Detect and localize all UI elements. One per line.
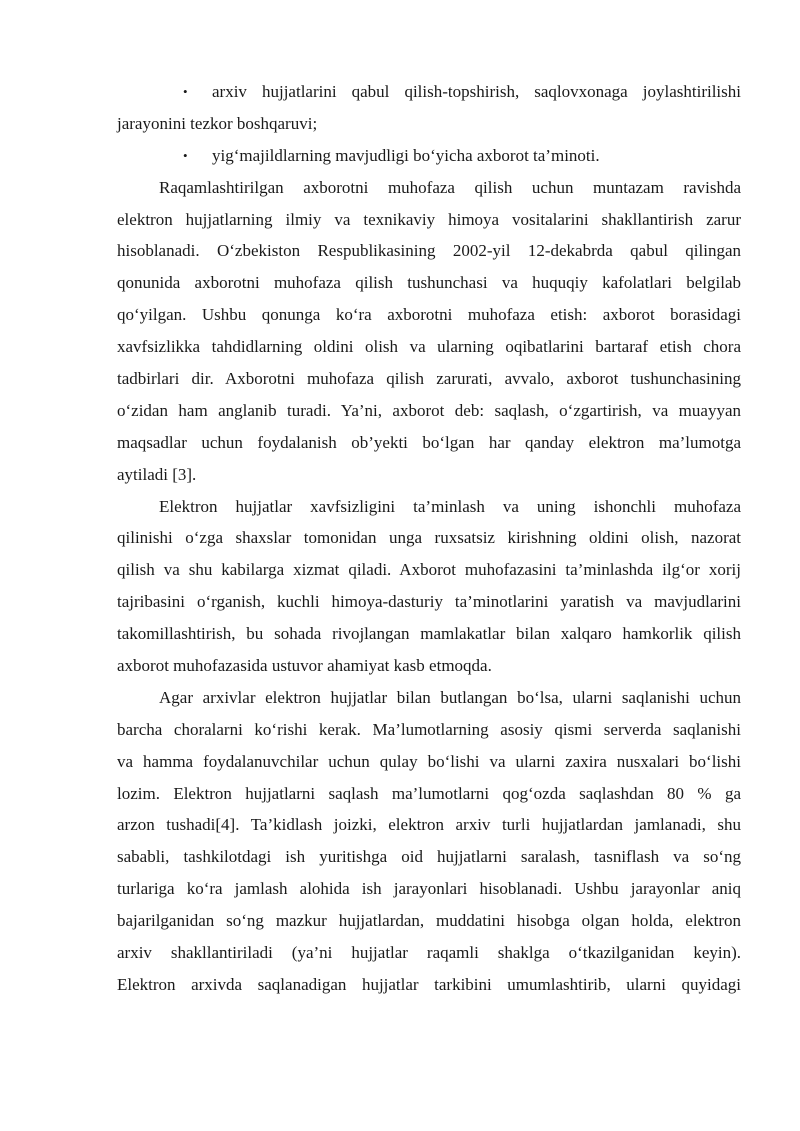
bullet-icon: • — [183, 147, 188, 163]
bullet-icon: • — [183, 84, 188, 99]
paragraph — [117, 172, 741, 491]
paragraph-line: Elektron arxivda saqlanadigan hujjatlar tarkibini umumlashtirib, ularni quyidagi — [117, 974, 741, 994]
paragraph-line: Raqamlashtirilgan axborotni muhofaza qilish uchun muntazam ravishda — [159, 177, 741, 197]
bullet-line — [117, 140, 741, 172]
page-content — [117, 76, 741, 1001]
paragraph-line: Agar arxivlar elektron hujjatlar bilan butlangan bo‘lsa, ularni saqlanishi uchun — [159, 687, 741, 707]
paragraph-line: qilinishi o‘zga shaxslar tomonidan unga ruxsatsiz kirishning oldini olish, nazorat — [117, 528, 741, 548]
paragraph-line: axborot muhofazasida ustuvor ahamiyat kasb etmoqda. — [117, 656, 492, 676]
paragraph-line: turlariga ko‘ra jamlash alohida ish jarayonlari hisoblanadi. Ushbu jarayonlar aniq — [117, 879, 741, 899]
bullet-text: yig‘majildlarning mavjudligi bo‘yicha axborot ta’minoti. — [212, 145, 600, 165]
paragraph-line: o‘zidan ham anglanib turadi. Ya’ni, axborot deb: saqlash, o‘zgartirish, va muayyan — [117, 400, 741, 420]
paragraph-line: elektron hujjatlarning ilmiy va texnikaviy himoya vositalarini shakllantirish zarur — [117, 209, 741, 229]
bullet-text: arxiv hujjatlarini qabul qilish-topshirish, saqlovxonaga joylashtirilishi — [212, 82, 741, 101]
paragraph-line: lozim. Elektron hujjatlarni saqlash ma’lumotlarni qog‘ozda saqlashdan 80 % ga — [117, 783, 741, 803]
paragraph-line: arxiv shakllantiriladi (ya’ni hujjatlar raqamli shaklga o‘tkazilganidan keyin). — [117, 943, 741, 963]
paragraph-line: Elektron hujjatlar xavfsizligini ta’minlash va uning ishonchli muhofaza — [159, 496, 741, 516]
body-paragraphs — [117, 172, 741, 1001]
bullet-line — [117, 76, 741, 108]
paragraph-line: hisoblanadi. O‘zbekiston Respublikasining 2002-yil 12-dekabrda qabul qilingan — [117, 241, 741, 261]
paragraph-line: tadbirlari dir. Axborotni muhofaza qilish zarurati, avvalo, axborot tushunchasining — [117, 369, 741, 389]
paragraph-line: va hamma foydalanuvchilar uchun qulay bo‘lishi va ularni zaxira nusxalari bo‘lishi — [117, 751, 741, 771]
paragraph-line: qonunida axborotni muhofaza qilish tushunchasi va huquqiy kafolatlari belgilab — [117, 273, 741, 293]
paragraph-line: maqsadlar uchun foydalanish ob’yekti bo‘lgan har qanday elektron ma’lumotga — [117, 432, 741, 452]
bullet-item — [117, 140, 741, 172]
paragraph — [117, 682, 741, 1001]
paragraph-line: bajarilganidan so‘ng mazkur hujjatlardan, muddatini hisobga olgan holda, elektron — [117, 911, 741, 931]
paragraph-line: barcha choralarni ko‘rishi kerak. Ma’lumotlarning asosiy qismi serverda saqlanishi — [117, 719, 741, 739]
paragraph-line: takomillashtirish, bu sohada rivojlangan mamlakatlar bilan xalqaro hamkorlik qilish — [117, 624, 741, 644]
bullet-item — [117, 76, 741, 140]
paragraph-line: aytiladi [3]. — [117, 464, 197, 484]
paragraph-line: tajribasini o‘rganish, kuchli himoya-dasturiy ta’minotlarini yaratish va mavjudlarini — [117, 592, 741, 612]
paragraph-line: arzon tushadi[4]. Ta’kidlash joizki, elektron arxiv turli hujjatlardan jamlanadi, shu — [117, 815, 741, 835]
paragraph-line: xavfsizlikka tahdidlarning oldini olish va ularning oqibatlarini bartaraf etish chora — [117, 337, 741, 357]
paragraph-line: qo‘yilgan. Ushbu qonunga ko‘ra axborotni muhofaza etish: axborot borasidagi — [117, 305, 741, 325]
bullet-line: jarayonini tezkor boshqaruvi; — [117, 113, 318, 133]
paragraph-line: sababli, tashkilotdagi ish yuritishga oid hujjatlarni saralash, tasniflash va so‘ng — [117, 847, 741, 867]
paragraph-line: qilish va shu kabilarga xizmat qiladi. Axborot muhofazasini ta’minlashda ilg‘or xorij — [117, 560, 741, 580]
paragraph — [117, 491, 741, 682]
